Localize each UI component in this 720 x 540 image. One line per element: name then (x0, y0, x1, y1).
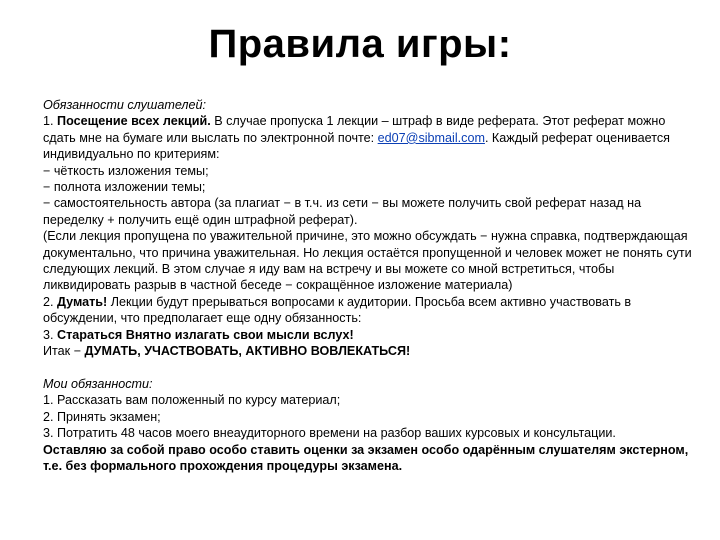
item-bold-text: Стараться Внятно излагать свои мысли вслух! (57, 327, 354, 342)
criterion-2: − полнота изложении темы; (43, 180, 206, 195)
closing-statement: Оставляю за собой право особо ставить оценки за экзамен особо одарённым слушателям экстерном, т.е. без формального прохождения процедуры экзамена. (43, 442, 689, 473)
spacer (17, 360, 701, 376)
criterion-3: − самостоятельность автора (за плагиат − в т.ч. из сети − вы можете получить свой реферат назад на переделку + получить ещё один штрафной реферат). (43, 196, 642, 227)
my-duty-2: 2. Принять экзамен; (43, 409, 161, 424)
summary-bold: ДУМАТЬ, УЧАСТВОВАТЬ, АКТИВНО ВОВЛЕКАТЬСЯ! (84, 344, 411, 359)
my-duty-1: 1. Рассказать вам положенный по курсу материал; (43, 393, 341, 408)
item-text: В случае пропуска 1 лекции – штраф в виде реферата. Этот реферат можно сдать мне на бумаге или выслать по электронной почте: (43, 114, 666, 145)
listener-duties-heading: Обязанности слушателей: (43, 98, 207, 112)
item-bold-text: Посещение всех лекций. (57, 114, 211, 129)
item-bold-text: Думать! (57, 294, 108, 309)
my-duty-3: 3. Потратить 48 часов моего внеаудиторного времени на разбор ваших курсовых и консультации. (43, 426, 616, 441)
my-duties-heading: Мои обязанности: (43, 376, 153, 391)
item-number: 1. (43, 114, 54, 129)
criterion-1: − чёткость изложения темы; (43, 163, 209, 178)
item-number: 2. (43, 294, 54, 309)
email-link[interactable]: ed07@sibmail.com (377, 130, 485, 145)
summary-prefix: Итак − (43, 344, 85, 359)
excused-absence-note: (Если лекция пропущена по уважительной причине, это можно обсуждать − нужна справка, подтверждающая документально, что причина уважительная. Но лекция остаётся пропущенной и человек может не понять сути следующих лекций. В этом случае я иду вам на встречу и вы можете со мной встретиться, чтобы ликвидировать разрыв в частной беседе − сокращённое изложение материала) (43, 229, 692, 293)
item-text: . Каждый реферат оценивается индивидуально по критериям: (43, 130, 670, 162)
summary-line (17, 343, 701, 359)
listener-duty-3 (17, 327, 701, 343)
listener-duty-1 (17, 113, 701, 162)
slide-title: Правила игры: (208, 22, 512, 66)
item-text: Лекции будут прерываться вопросами к аудитории. Просьба всем активно участвовать в обсуждении, что предполагает еще одну обязанность: (43, 294, 632, 326)
slide-body (17, 97, 701, 474)
listener-duty-2 (17, 294, 701, 327)
item-number: 3. (43, 327, 54, 342)
